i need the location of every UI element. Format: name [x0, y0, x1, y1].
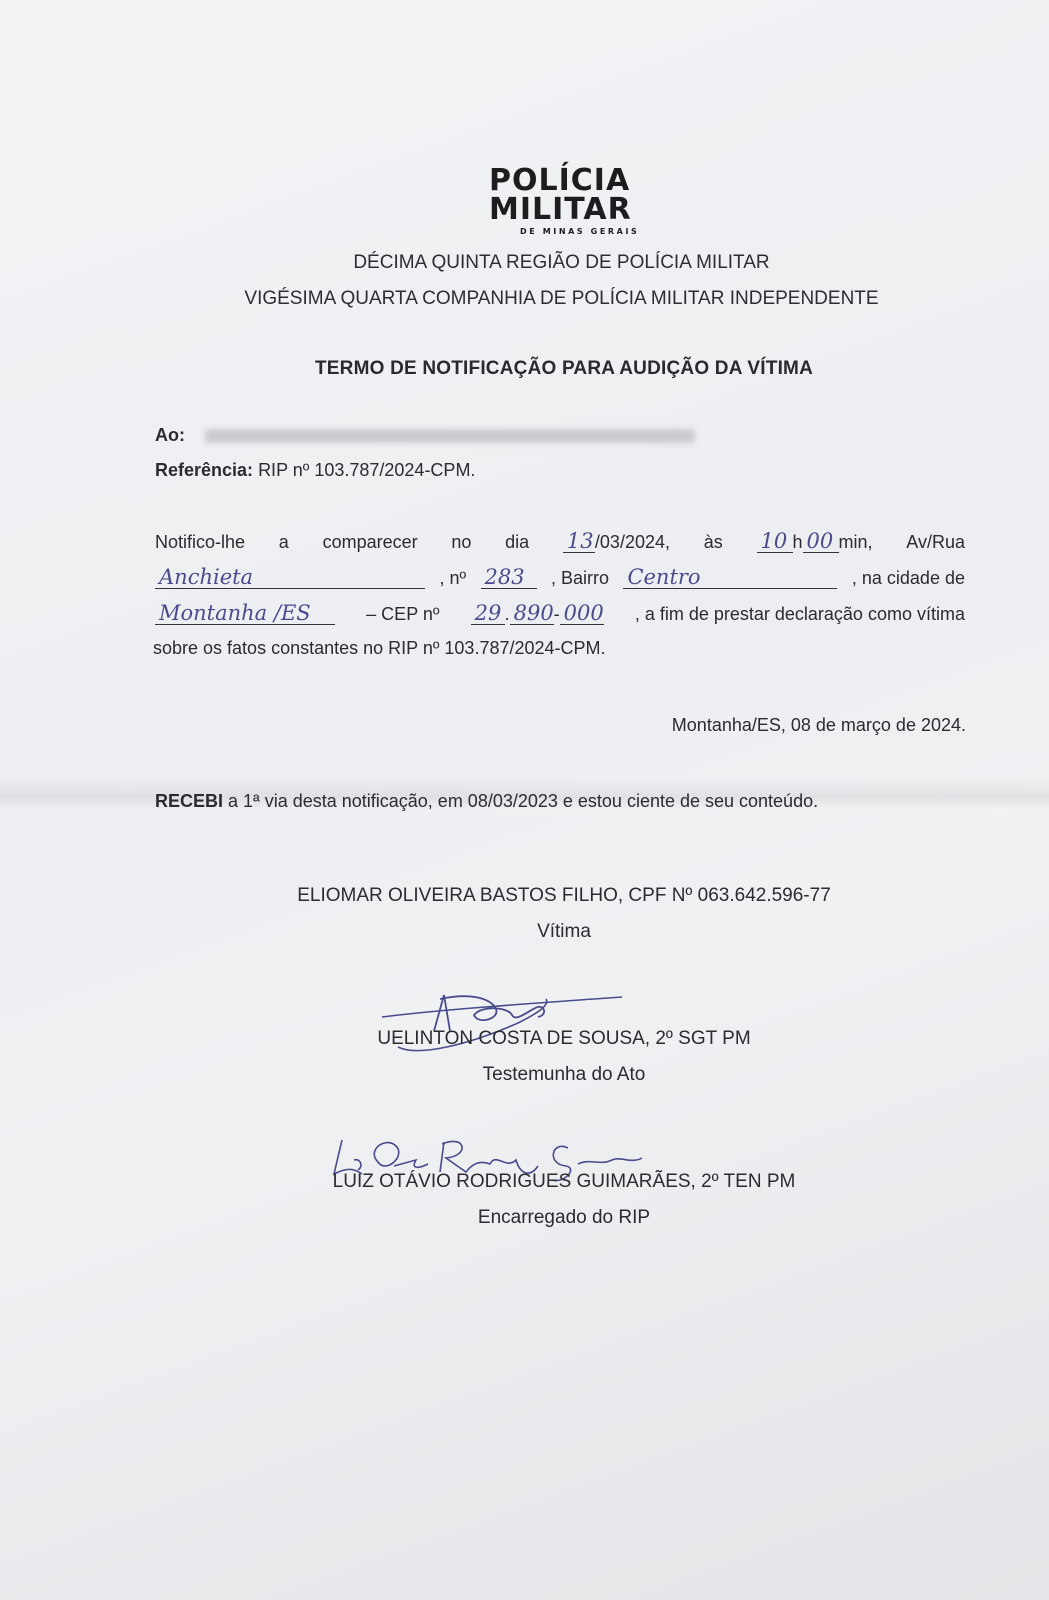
- logo-line-2: MILITAR: [489, 192, 632, 227]
- district-field: Centro: [623, 566, 837, 589]
- victim-name: ELIOMAR OLIVEIRA BASTOS FILHO, CPF Nº 063.642.596-77: [297, 885, 831, 906]
- witness-name: UELINTON COSTA DE SOUSA, 2º SGT PM: [377, 1028, 751, 1049]
- word: no: [451, 532, 472, 552]
- reference-value: RIP nº 103.787/2024-CPM.: [258, 460, 476, 480]
- cep-group: [471, 602, 604, 625]
- document-title: TERMO DE NOTIFICAÇÃO PARA AUDIÇÃO DA VÍTIMA: [314, 358, 813, 379]
- victim-role: Vítima: [537, 921, 591, 942]
- street-label: Av/Rua: [906, 532, 965, 552]
- number-label: , nº: [439, 568, 467, 588]
- cep-part-1: 29: [471, 602, 505, 625]
- pm-logo: [489, 163, 649, 236]
- place-date: Montanha/ES, 08 de março de 2024.: [671, 715, 966, 735]
- month-year: /03/2024,: [594, 532, 670, 552]
- date-group: [563, 530, 670, 553]
- witness-role: Testemunha do Ato: [482, 1064, 646, 1085]
- officer-role: Encarregado do RIP: [477, 1207, 651, 1228]
- cep-part-3: 000: [560, 602, 604, 625]
- header-line-2: VIGÉSIMA QUARTA COMPANHIA DE POLÍCIA MILITAR INDEPENDENTE: [244, 288, 879, 309]
- receipt-text: a 1ª via desta notificação, em 08/03/2023 e estou ciente de seu conteúdo.: [223, 791, 819, 811]
- cep-dot: .: [504, 604, 510, 624]
- word: Notifico-lhe: [155, 532, 246, 552]
- time-group: [757, 530, 873, 553]
- hour-suffix: h: [792, 532, 803, 552]
- officer-name: LUIZ OTÁVIO RODRIGUES GUIMARÃES, 2º TEN PM: [332, 1171, 796, 1192]
- body-row-1: [155, 530, 965, 553]
- purpose-text: , a fim de prestar declaração como vítima: [634, 604, 965, 624]
- receipt-bold: RECEBI: [155, 791, 224, 811]
- hour-field: 10: [757, 530, 793, 553]
- cep-dash: -: [553, 604, 560, 624]
- city-field: Montanha /ES: [155, 602, 335, 625]
- recipient-label: Ao:: [155, 425, 185, 445]
- street-field: Anchieta: [155, 566, 425, 589]
- minutes-field: 00: [803, 530, 839, 553]
- number-field: 283: [481, 566, 537, 589]
- cep-label: – CEP nº: [366, 604, 440, 624]
- cep-part-2: 890: [510, 602, 554, 625]
- day-field: 13: [563, 530, 595, 553]
- district-label: , Bairro: [550, 568, 609, 588]
- header-line-1: DÉCIMA QUINTA REGIÃO DE POLÍCIA MILITAR: [353, 252, 770, 273]
- word: dia: [505, 532, 530, 552]
- receipt-line: [155, 791, 818, 812]
- redacted-recipient: [205, 429, 695, 443]
- recipient-line: [155, 425, 695, 446]
- body-row-2: [155, 566, 965, 589]
- logo-line-3: DE MINAS GERAIS: [520, 227, 640, 236]
- reference-line: [155, 460, 475, 481]
- word: às: [703, 532, 723, 552]
- city-label: , na cidade de: [851, 568, 965, 588]
- reference-label: Referência:: [155, 460, 254, 480]
- minute-suffix: min,: [838, 532, 873, 552]
- word: comparecer: [322, 532, 418, 552]
- body-row-4: sobre os fatos constantes no RIP nº 103.787/2024-CPM.: [153, 638, 606, 658]
- logo-line-1: POLÍCIA: [489, 163, 631, 198]
- witness-signature: [378, 985, 628, 1065]
- word: a: [278, 532, 289, 552]
- body-row-3: [155, 602, 965, 625]
